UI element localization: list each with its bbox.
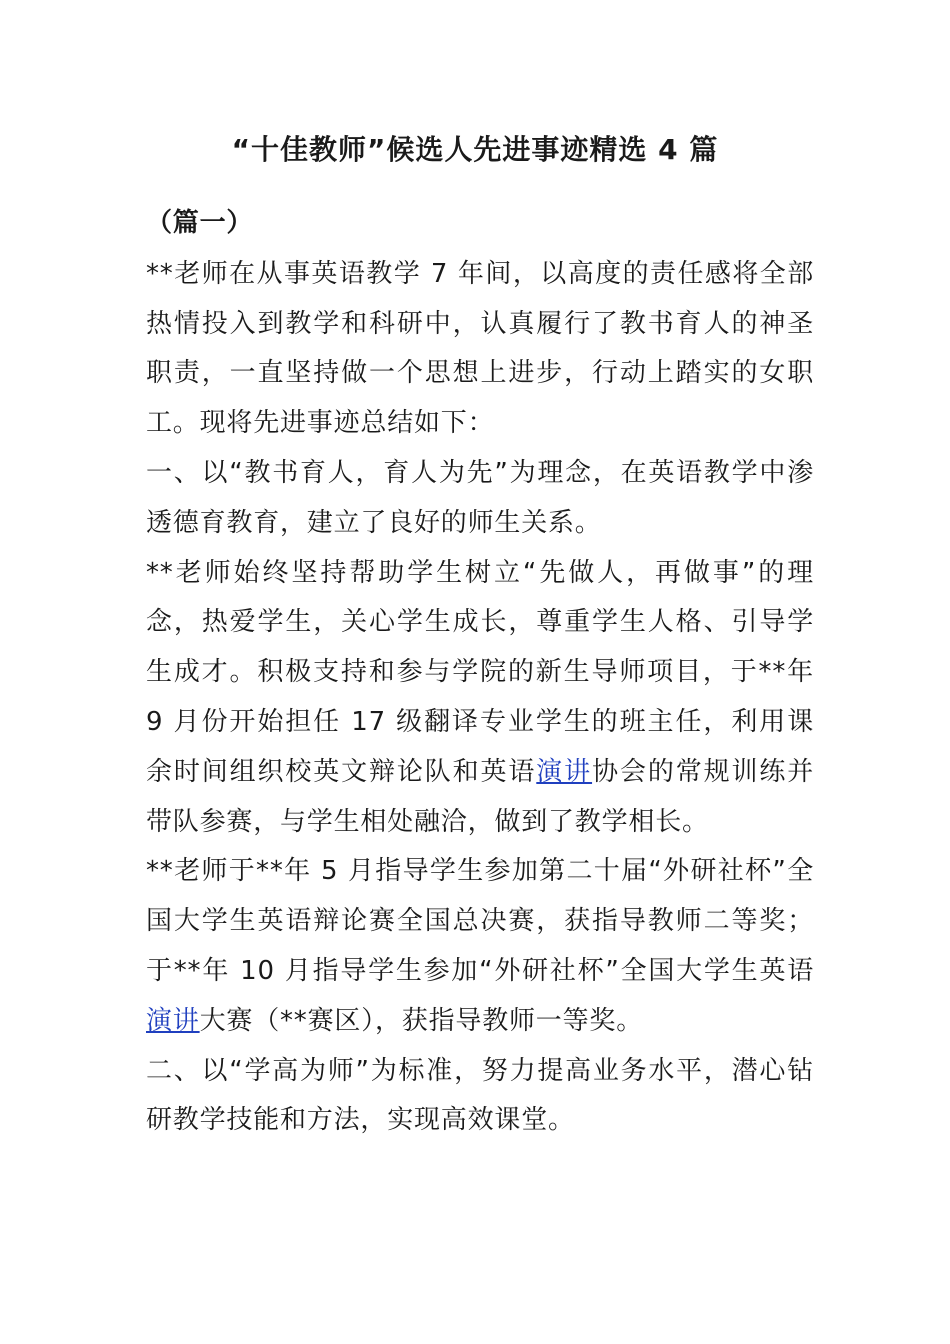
paragraph-text: **老师于**年 5 月指导学生参加第二十届“外研社杯”全国大学生英语辩论赛全国总决赛，获指导教师二等奖；于**年 10 月指导学生参加“外研社杯”全国大学生英语 xyxy=(146,856,814,986)
paragraph-heading-one xyxy=(146,449,814,549)
paragraph-heading-two xyxy=(146,1047,814,1147)
paragraph-text: 大赛（**赛区），获指导教师一等奖。 xyxy=(199,1005,644,1036)
document-body xyxy=(146,199,814,1146)
speech-link[interactable]: 演讲 xyxy=(536,756,593,787)
paragraph-awards xyxy=(146,847,814,1046)
speech-link[interactable]: 演讲 xyxy=(146,1005,200,1036)
paragraph-text: **老师在从事英语教学 7 年间，以高度的责任感将全部热情投入到教学和科研中，认真履行了教书育人的神圣职责，一直坚持做一个思想上进步，行动上踏实的女职工。现将先进事迹总结如下： xyxy=(146,258,814,439)
paragraph-text: 一、以“教书育人，育人为先”为理念，在英语教学中渗透德育教育，建立了良好的师生关系。 xyxy=(146,457,814,538)
paragraph-intro xyxy=(146,250,814,449)
paragraph-text: 协会的常规训练并带队参赛，与学生相处融洽，做到了教学相长。 xyxy=(146,756,815,837)
paragraph-student-guidance xyxy=(146,549,814,848)
paragraph-text: **老师始终坚持帮助学生树立“先做人，再做事”的理念，热爱学生，关心学生成长，尊重学生人格、引导学生成才。积极支持和参与学院的新生导师项目，于**年 9 月份开始担任 17 级翻译专业学生的班主任，利用课余时间组织校英文辩论队和英语 xyxy=(146,557,814,787)
section-label: （篇一） xyxy=(146,208,254,238)
paragraph-text: 二、以“学高为师”为标准，努力提高业务水平，潜心钻研教学技能和方法，实现高效课堂。 xyxy=(146,1055,814,1136)
document-title: “十佳教师”候选人先进事迹精选 4 篇 xyxy=(231,133,719,166)
